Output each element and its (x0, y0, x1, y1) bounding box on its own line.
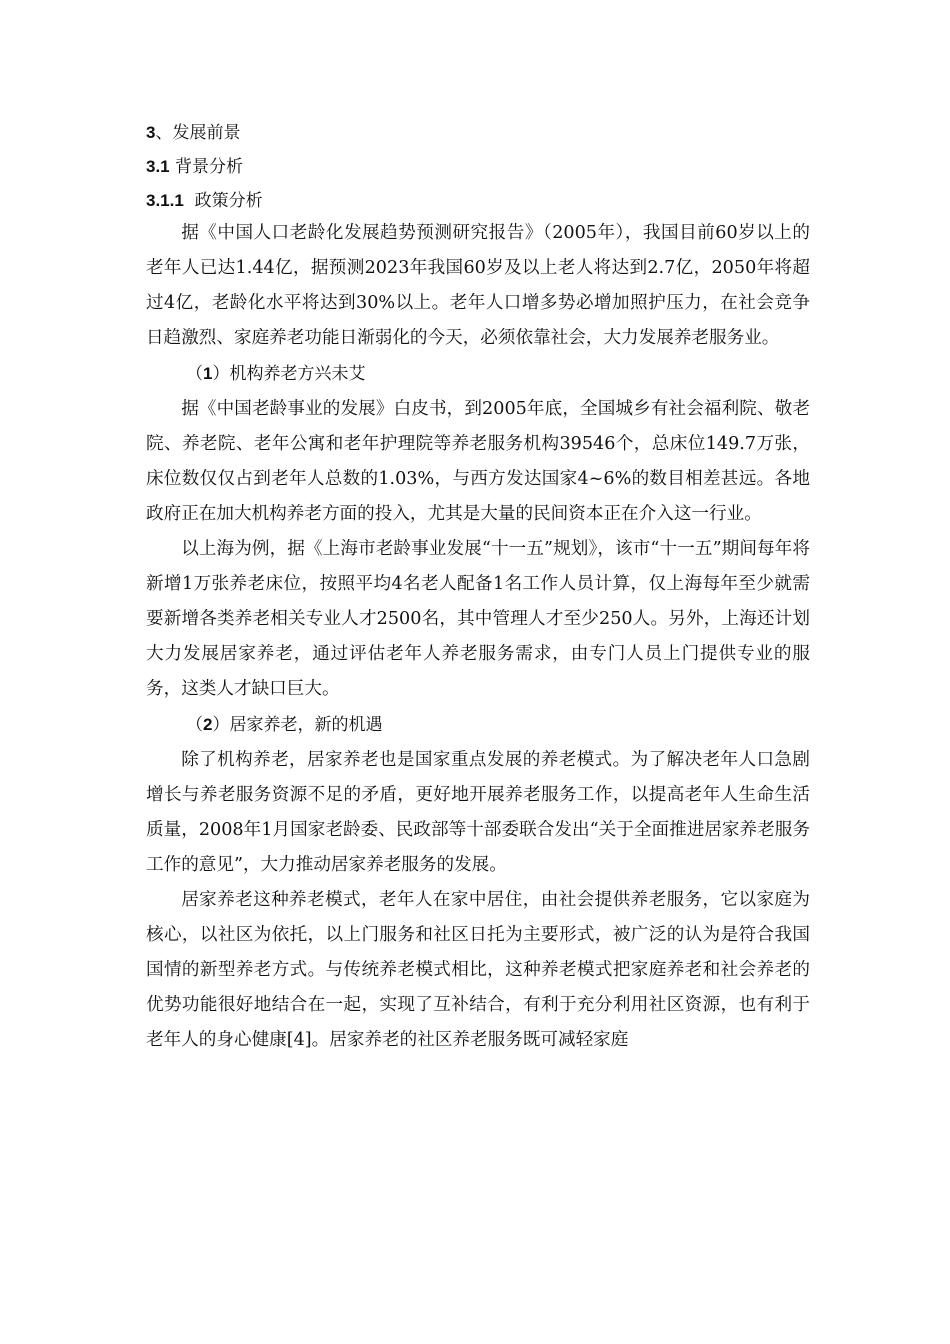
paragraph-shanghai-example: 以上海为例，据《上海市老龄事业发展“十一五”规划》，该市“十一五”期间每年将新增1万张养老床位，按照平均4名老人配备1名工作人员计算，仅上海每年至少就需要新增各类养老相关专业人才2500名，其中管理人才至少250人。另外，上海还计划大力发展居家养老，通过评估老年人养老服务需求，由专门人员上门提供专业的服务，这类人才缺口巨大。 (146, 539, 810, 699)
subheading-home-care (146, 707, 810, 743)
heading-development-prospects (146, 118, 810, 148)
paragraph-white-paper: 据《中国老龄事业的发展》白皮书，到2005年底，全国城乡有社会福利院、敬老院、养老院、老年公寓和老年护理院等养老服务机构39546个，总床位149.7万张，床位数仅仅占到老年人总数的1.03%，与西方发达国家4~6%的数目相差甚远。各地政府正在加大机构养老方面的投入，尤其是大量的民间资本正在介入这一行业。 (146, 399, 810, 524)
heading-policy-analysis (146, 186, 810, 216)
document-body (146, 118, 810, 1058)
paren-close: ） (212, 364, 230, 384)
paragraph-home-care-policy: 除了机构养老，居家养老也是国家重点发展的养老模式。为了解决老年人口急剧增长与养老服务资源不足的矛盾，更好地开展养老服务工作，以提高老年人生命生活质量，2008年1月国家老龄委、民政部等十部委联合发出“关于全面推进居家养老服务工作的意见”，大力推动居家养老服务的发展。 (146, 750, 810, 875)
paragraph-home-care-model: 居家养老这种养老模式，老年人在家中居住，由社会提供养老服务，它以家庭为核心，以社区为依托，以上门服务和社区日托为主要形式，被广泛的认为是符合我国国情的新型养老方式。与传统养老模式相比，这种养老模式把家庭养老和社会养老的优势功能很好地结合在一起，实现了互补结合，有利于充分利用社区资源，也有利于老年人的身心健康[4]。居家养老的社区养老服务既可减轻家庭 (146, 890, 810, 1050)
heading-number: 3.1 (146, 157, 170, 176)
paren-open: （ (186, 715, 203, 735)
heading-number: 3 (146, 123, 156, 142)
heading-number: 3.1.1 (146, 191, 184, 210)
heading-text: 、发展前景 (155, 123, 241, 143)
paren-close: ） (212, 715, 230, 735)
subheading-number: 1 (203, 364, 213, 383)
subheading-institutional-care (146, 356, 810, 392)
heading-text: 政策分析 (183, 191, 263, 211)
heading-text: 背景分析 (169, 157, 244, 177)
subheading-text: 居家养老，新的机遇 (229, 715, 383, 735)
paren-open: （ (186, 364, 203, 384)
heading-background-analysis (146, 152, 810, 182)
paragraph-aging-forecast: 据《中国人口老龄化发展趋势预测研究报告》（2005年），我国目前60岁以上的老年人已达1.44亿，据预测2023年我国60岁及以上老人将达到2.7亿，2050年将超过4亿，老龄化水平将达到30%以上。老年人口增多势必增加照护压力，在社会竞争日趋激烈、家庭养老功能日渐弱化的今天，必须依靠社会，大力发展养老服务业。 (146, 223, 810, 348)
subheading-text: 机构养老方兴未艾 (229, 364, 366, 384)
subheading-number: 2 (203, 715, 213, 734)
